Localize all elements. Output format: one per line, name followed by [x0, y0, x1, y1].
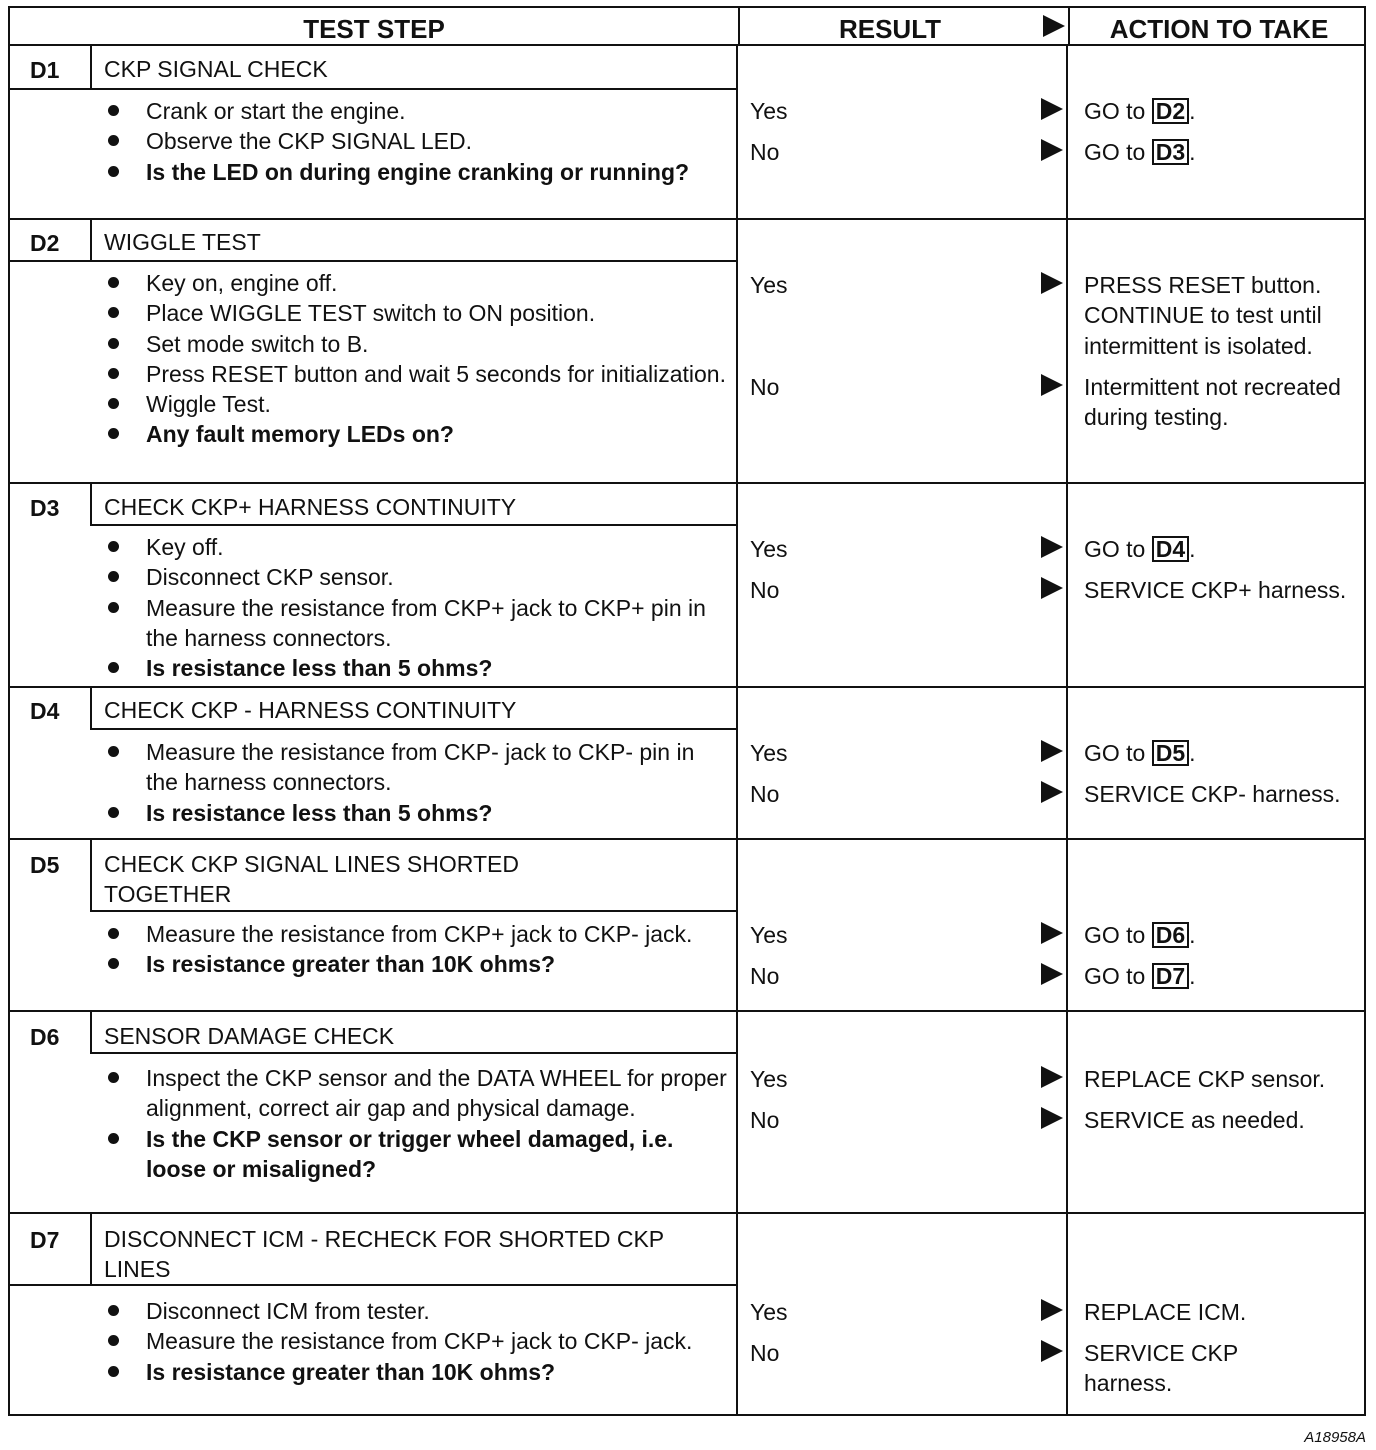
bullet-icon — [108, 166, 119, 177]
bullet-icon — [108, 602, 119, 613]
action-prefix: GO to — [1084, 922, 1146, 948]
divider — [90, 1052, 738, 1054]
list-item — [98, 419, 728, 449]
step-bullets — [98, 96, 728, 187]
result-yes: Yes — [750, 922, 788, 948]
result-no: No — [750, 577, 780, 603]
step-title: DISCONNECT ICM - RECHECK FOR SHORTED CKP LINES — [104, 1226, 664, 1282]
action-text: REPLACE CKP sensor. — [1084, 1066, 1326, 1092]
divider — [1066, 1214, 1068, 1416]
bullet-icon — [108, 571, 119, 582]
arrow-icon — [1041, 98, 1063, 120]
list-item — [98, 359, 728, 389]
action-prefix: GO to — [1084, 98, 1146, 124]
divider — [90, 840, 92, 910]
step-row-d3 — [8, 484, 1366, 688]
step-ref-link[interactable]: D7 — [1152, 963, 1189, 989]
divider — [1068, 8, 1070, 46]
action-text — [1084, 137, 1364, 167]
bullet-icon — [108, 398, 119, 409]
list-item — [98, 1063, 728, 1124]
action-prefix: GO to — [1084, 139, 1146, 165]
divider — [90, 910, 738, 912]
arrow-icon — [1041, 740, 1063, 762]
arrow-icon — [1041, 781, 1063, 803]
result-yes: Yes — [750, 272, 788, 298]
divider — [90, 484, 92, 524]
bullet-text: Is the CKP sensor or trigger wheel damaged, i.e. loose or misaligned? — [146, 1125, 674, 1182]
step-row-d5 — [8, 840, 1366, 1012]
bullet-icon — [108, 958, 119, 969]
bullet-text: Set mode switch to B. — [146, 330, 369, 357]
bullet-text: Is the LED on during engine cranking or running? — [146, 158, 690, 185]
step-row-d7 — [8, 1214, 1366, 1416]
header-test-step: TEST STEP — [303, 14, 445, 44]
bullet-text: Observe the CKP SIGNAL LED. — [146, 128, 472, 155]
bullet-icon — [108, 541, 119, 552]
step-row-d2 — [8, 220, 1366, 484]
action-text — [1084, 961, 1364, 991]
result-no: No — [750, 139, 780, 165]
step-bullets — [98, 532, 728, 683]
bullet-icon — [108, 662, 119, 673]
divider — [8, 1284, 738, 1286]
bullet-text: Measure the resistance from CKP+ jack to CKP- jack. — [146, 1328, 693, 1355]
bullet-icon — [108, 105, 119, 116]
bullet-icon — [108, 428, 119, 439]
bullet-text: Inspect the CKP sensor and the DATA WHEEL for proper alignment, correct air gap and physical damage. — [146, 1065, 727, 1122]
list-item — [98, 1326, 728, 1356]
list-item — [98, 96, 728, 126]
divider — [90, 524, 738, 526]
divider — [736, 1214, 738, 1416]
divider — [90, 728, 738, 730]
step-ref-link[interactable]: D5 — [1152, 740, 1189, 766]
list-item — [98, 298, 728, 328]
bullet-icon — [108, 307, 119, 318]
header-arrow-icon — [1043, 15, 1065, 37]
action-text: PRESS RESET button. CONTINUE to test until intermittent is isolated. — [1084, 272, 1322, 359]
bullet-text: Is resistance greater than 10K ohms? — [146, 1358, 556, 1385]
result-no: No — [750, 1340, 780, 1366]
action-suffix: . — [1189, 963, 1196, 989]
bullet-text: Key on, engine off. — [146, 270, 338, 296]
step-code: D3 — [30, 495, 60, 521]
list-item — [98, 126, 728, 156]
divider — [8, 88, 738, 90]
divider — [90, 1012, 92, 1052]
bullet-text: Press RESET button and wait 5 seconds for initialization. — [146, 360, 726, 387]
result-yes: Yes — [750, 740, 788, 766]
bullet-icon — [108, 1072, 119, 1083]
divider — [1066, 46, 1068, 220]
arrow-icon — [1041, 963, 1063, 985]
bullet-icon — [108, 746, 119, 757]
list-item — [98, 798, 728, 828]
bullet-text: Wiggle Test. — [146, 391, 271, 418]
divider — [738, 8, 740, 46]
list-item — [98, 389, 728, 419]
action-text: Intermittent not recreated during testing. — [1084, 374, 1341, 431]
action-suffix: . — [1189, 536, 1196, 562]
step-ref-link[interactable]: D4 — [1152, 536, 1189, 562]
list-item — [98, 268, 728, 298]
step-ref-link[interactable]: D2 — [1152, 98, 1189, 124]
header-action: ACTION TO TAKE — [1109, 14, 1329, 44]
step-title: CHECK CKP+ HARNESS CONTINUITY — [104, 494, 517, 520]
bullet-icon — [108, 1305, 119, 1316]
list-item — [98, 1357, 728, 1387]
action-text — [1084, 738, 1364, 768]
divider — [90, 220, 92, 260]
action-text: SERVICE as needed. — [1084, 1107, 1305, 1133]
bullet-text: Any fault memory LEDs on? — [146, 421, 454, 448]
header-result: RESULT — [838, 14, 942, 44]
step-row-d6 — [8, 1012, 1366, 1214]
action-suffix: . — [1189, 98, 1196, 124]
step-title: WIGGLE TEST — [104, 229, 261, 255]
arrow-icon — [1041, 1107, 1063, 1129]
bullet-icon — [108, 135, 119, 146]
bullet-text: Disconnect CKP sensor. — [146, 564, 394, 591]
arrow-icon — [1041, 536, 1063, 558]
step-code: D2 — [30, 230, 60, 256]
list-item — [98, 737, 728, 798]
divider — [1066, 1012, 1068, 1214]
bullet-icon — [108, 1366, 119, 1377]
step-bullets — [98, 919, 728, 980]
action-text: SERVICE CKP+ harness. — [1084, 577, 1347, 603]
bullet-icon — [108, 1335, 119, 1346]
action-text — [1084, 96, 1364, 126]
bullet-text: Crank or start the engine. — [146, 98, 406, 124]
step-bullets — [98, 268, 728, 450]
bullet-text: Measure the resistance from CKP+ jack to CKP+ pin in the harness connectors. — [146, 594, 706, 651]
diagnostic-table — [8, 6, 1368, 1416]
bullet-text: Key off. — [146, 534, 224, 560]
action-suffix: . — [1189, 922, 1196, 948]
result-yes: Yes — [750, 1299, 788, 1325]
result-no: No — [750, 374, 780, 400]
bullet-icon — [108, 338, 119, 349]
result-yes: Yes — [750, 536, 788, 562]
result-no: No — [750, 781, 780, 807]
step-title: CHECK CKP SIGNAL LINES SHORTED TOGETHER — [104, 851, 519, 907]
step-bullets — [98, 1063, 728, 1184]
step-bullets — [98, 1296, 728, 1387]
list-item — [98, 1124, 728, 1185]
action-prefix: GO to — [1084, 740, 1146, 766]
arrow-icon — [1041, 577, 1063, 599]
arrow-icon — [1041, 1066, 1063, 1088]
action-suffix: . — [1189, 139, 1196, 165]
bullet-text: Disconnect ICM from tester. — [146, 1298, 430, 1324]
bullet-text: Is resistance less than 5 ohms? — [146, 799, 493, 826]
arrow-icon — [1041, 1340, 1063, 1362]
bullet-text: Place WIGGLE TEST switch to ON position. — [146, 300, 596, 327]
arrow-icon — [1041, 272, 1063, 294]
bullet-icon — [108, 1133, 119, 1144]
divider — [736, 484, 738, 688]
step-code: D7 — [30, 1227, 60, 1253]
result-no: No — [750, 1107, 780, 1133]
bullet-text: Measure the resistance from CKP- jack to CKP- pin in the harness connectors. — [146, 739, 695, 796]
result-yes: Yes — [750, 1066, 788, 1092]
step-title: CKP SIGNAL CHECK — [104, 56, 328, 82]
bullet-icon — [108, 277, 119, 288]
divider — [736, 1012, 738, 1214]
list-item — [98, 653, 728, 683]
arrow-icon — [1041, 1299, 1063, 1321]
divider — [1066, 220, 1068, 484]
action-prefix: GO to — [1084, 963, 1146, 989]
step-title: SENSOR DAMAGE CHECK — [104, 1023, 395, 1049]
step-code: D4 — [30, 698, 60, 724]
list-item — [98, 532, 728, 562]
list-item — [98, 157, 728, 187]
divider — [90, 688, 92, 728]
step-title: CHECK CKP - HARNESS CONTINUITY — [104, 697, 517, 723]
divider — [1066, 840, 1068, 1012]
divider — [736, 688, 738, 840]
action-suffix: . — [1189, 740, 1196, 766]
step-bullets — [98, 737, 728, 828]
divider — [1066, 688, 1068, 840]
result-no: No — [750, 963, 780, 989]
table-header — [8, 6, 1366, 46]
bullet-icon — [108, 807, 119, 818]
step-code: D6 — [30, 1024, 60, 1050]
list-item — [98, 593, 728, 654]
step-row-d1 — [8, 46, 1366, 220]
action-text — [1084, 920, 1364, 950]
list-item — [98, 1296, 728, 1326]
divider — [736, 46, 738, 220]
step-code: D1 — [30, 57, 60, 83]
divider — [90, 1214, 92, 1284]
step-code: D5 — [30, 852, 60, 878]
list-item — [98, 919, 728, 949]
bullet-text: Is resistance less than 5 ohms? — [146, 655, 493, 682]
action-text: SERVICE CKP- harness. — [1084, 781, 1341, 807]
bullet-icon — [108, 368, 119, 379]
divider — [90, 46, 92, 88]
arrow-icon — [1041, 139, 1063, 161]
action-text — [1084, 534, 1364, 564]
divider — [736, 840, 738, 1012]
bullet-icon — [108, 928, 119, 939]
list-item — [98, 949, 728, 979]
bullet-text: Measure the resistance from CKP+ jack to CKP- jack. — [146, 921, 693, 947]
divider — [1066, 484, 1068, 688]
step-row-d4 — [8, 688, 1366, 840]
list-item — [98, 329, 728, 359]
arrow-icon — [1041, 922, 1063, 944]
divider — [8, 260, 738, 262]
list-item — [98, 562, 728, 592]
action-prefix: GO to — [1084, 536, 1146, 562]
figure-id: A18958A — [1304, 1429, 1366, 1446]
bullet-text: Is resistance greater than 10K ohms? — [146, 951, 556, 978]
arrow-icon — [1041, 374, 1063, 396]
action-text: SERVICE CKP harness. — [1084, 1340, 1238, 1397]
step-ref-link[interactable]: D3 — [1152, 139, 1189, 165]
action-text: REPLACE ICM. — [1084, 1299, 1247, 1325]
step-ref-link[interactable]: D6 — [1152, 922, 1189, 948]
result-yes: Yes — [750, 98, 788, 124]
